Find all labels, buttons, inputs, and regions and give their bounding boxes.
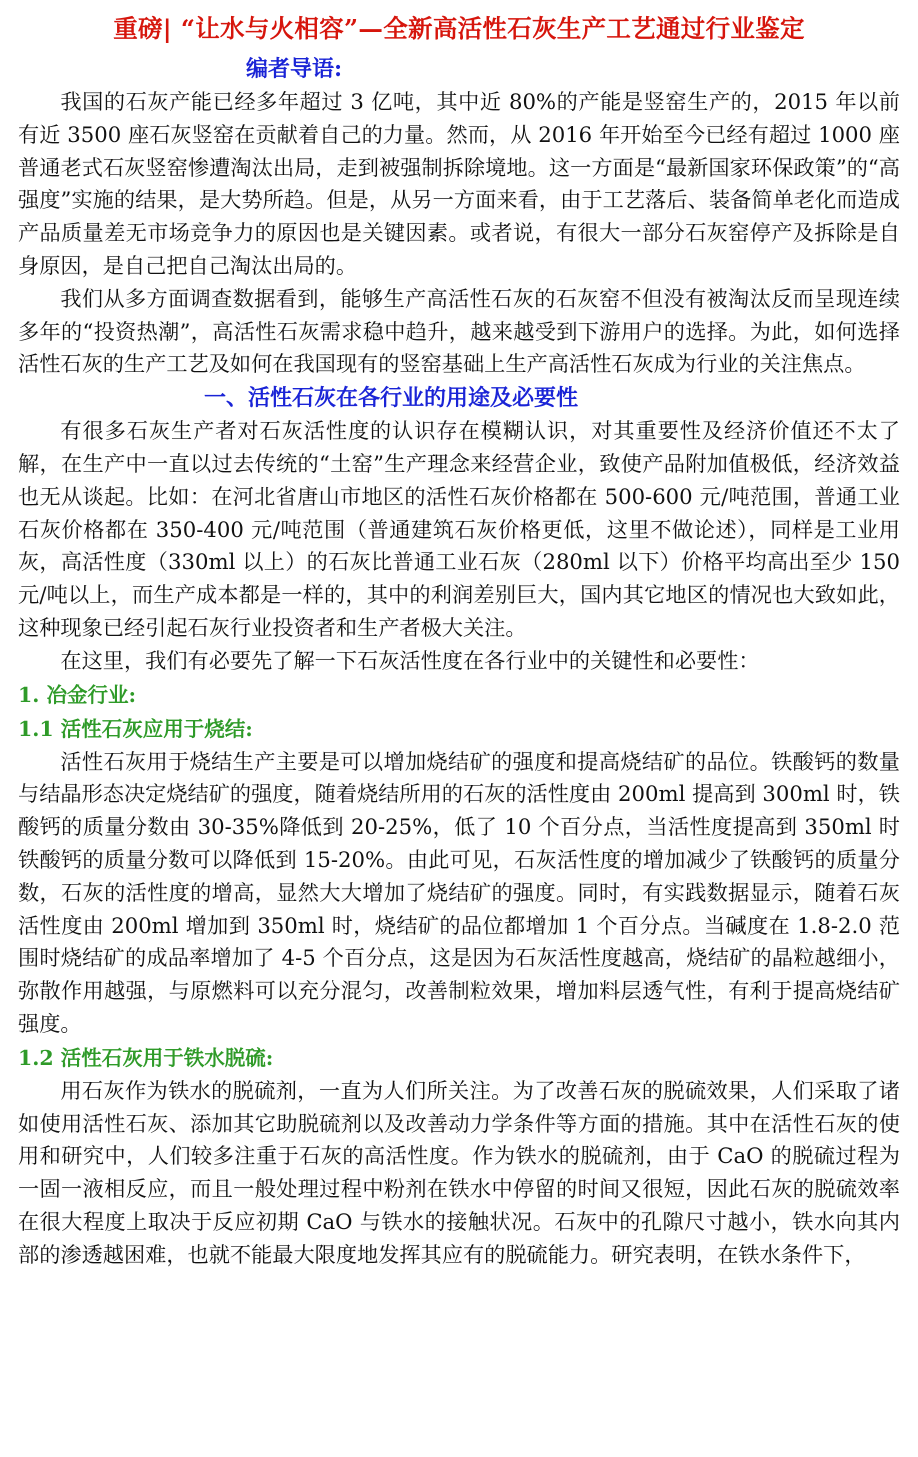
intro-paragraph-2: 我们从多方面调查数据看到，能够生产高活性石灰的石灰窑不但没有被淘汰反而呈现连续多年的“投资热潮”，高活性石灰需求稳中趋升，越来越受到下游用户的选择。为此，如何选择活性石灰的生产工艺及如何在我国现有的竖窑基础上生产高活性石灰成为行业的关注焦点。 [18,285,900,377]
section-1-heading: 一、活性石灰在各行业的用途及必要性 [204,385,579,412]
intro-paragraph-1: 我国的石灰产能已经多年超过 3 亿吨，其中近 80%的产能是竖窑生产的，2015 年以前有近 3500 座石灰竖窑在贡献着自己的力量。然而，从 2016 年开始至今已经有超过 1000 座普通老式石灰竖窑惨遭淘汰出局，走到被强制拆除境地。这一方面是“最新国家环保政策”的“高强度”实施的结果，是大势所趋。但是，从另一方面来看，由于工艺落后、装备简单老化而造成产品质量差无市场竞争力的原因也是关键因素。或者说，有很大一部分石灰窑停产及拆除是自身原因，是自己把自己淘汰出局的。 [18,89,900,278]
desulfurization-paragraph: 用石灰作为铁水的脱硫剂，一直为人们所关注。为了改善石灰的脱硫效果，人们采取了诸如使用活性石灰、添加其它助脱硫剂以及改善动力学条件等方面的措施。其中在活性石灰的使用和研究中，人们较多注重于石灰的高活性度。作为铁水的脱硫剂，由于 CaO 的脱硫过程为一固一液相反应，而且一般处理过程中粉剂在铁水中停留的时间又很短，因此石灰的脱硫效率在很大程度上取决于反应初期 CaO 与铁水的接触状况。石灰中的孔隙尺寸越小，铁水向其内部的渗透越困难，也就不能最大限度地发挥其应有的脱硫能力。研究表明，在铁水条件下， [18,1077,900,1267]
metallurgy-heading: 1. 冶金行业: [18,682,137,707]
article-title: 重磅| “让水与火相容”—全新高活性石灰生产工艺通过行业鉴定 [113,14,805,43]
desulfurization-heading: 1.2 活性石灰用于铁水脱硫: [18,1045,274,1070]
editor-note-heading: 编者导语: [246,56,343,82]
sintering-heading: 1.1 活性石灰应用于烧结: [18,716,253,741]
section-1-paragraph-2: 在这里，我们有必要先了解一下石灰活性度在各行业中的关键性和必要性： [60,647,760,673]
section-1-paragraph-1: 有很多石灰生产者对石灰活性度的认识存在模糊认识，对其重要性及经济价值还不太了解，在生产中一直以过去传统的“土窑”生产理念来经营企业，致使产品附加值极低，经济效益也无从谈起。比如：在河北省唐山市地区的活性石灰价格都在 500-600 元/吨范围，普通工业石灰价格都在 350-400 元/吨范围（普通建筑石灰价格更低，这里不做论述），同样是工业用灰，高活性度（330ml 以上）的石灰比普通工业石灰（280ml 以下）价格平均高出至少 150 元/吨以上，而生产成本都是一样的，其中的利润差别巨大，国内其它地区的情况也大致如此，这种现象已经引起石灰行业投资者和生产者极大关注。 [18,418,900,640]
sintering-paragraph: 活性石灰用于烧结生产主要是可以增加烧结矿的强度和提高烧结矿的品位。铁酸钙的数量与结晶形态决定烧结矿的强度，随着烧结所用的石灰的活性度由 200ml 提高到 300ml 时，铁酸钙的质量分数由 30-35%降低到 20-25%，低了 10 个百分点，当活性度提高到 350ml 时铁酸钙的质量分数可以降低到 15-20%。由此可见，石灰活性度的增加减少了铁酸钙的质量分数，石灰的活性度的增高，显然大大增加了烧结矿的强度。同时，有实践数据显示，随着石灰活性度由 200ml 增加到 350ml 时，烧结矿的品位都增加 1 个百分点。当碱度在 1.8-2.0 范围时烧结矿的成品率增加了 4-5 个百分点，这是因为石灰活性度越高，烧结矿的晶粒越细小，弥散作用越强，与原燃料可以充分混匀，改善制粒效果，增加料层透气性，有利于提高烧结矿强度。 [18,748,900,1036]
